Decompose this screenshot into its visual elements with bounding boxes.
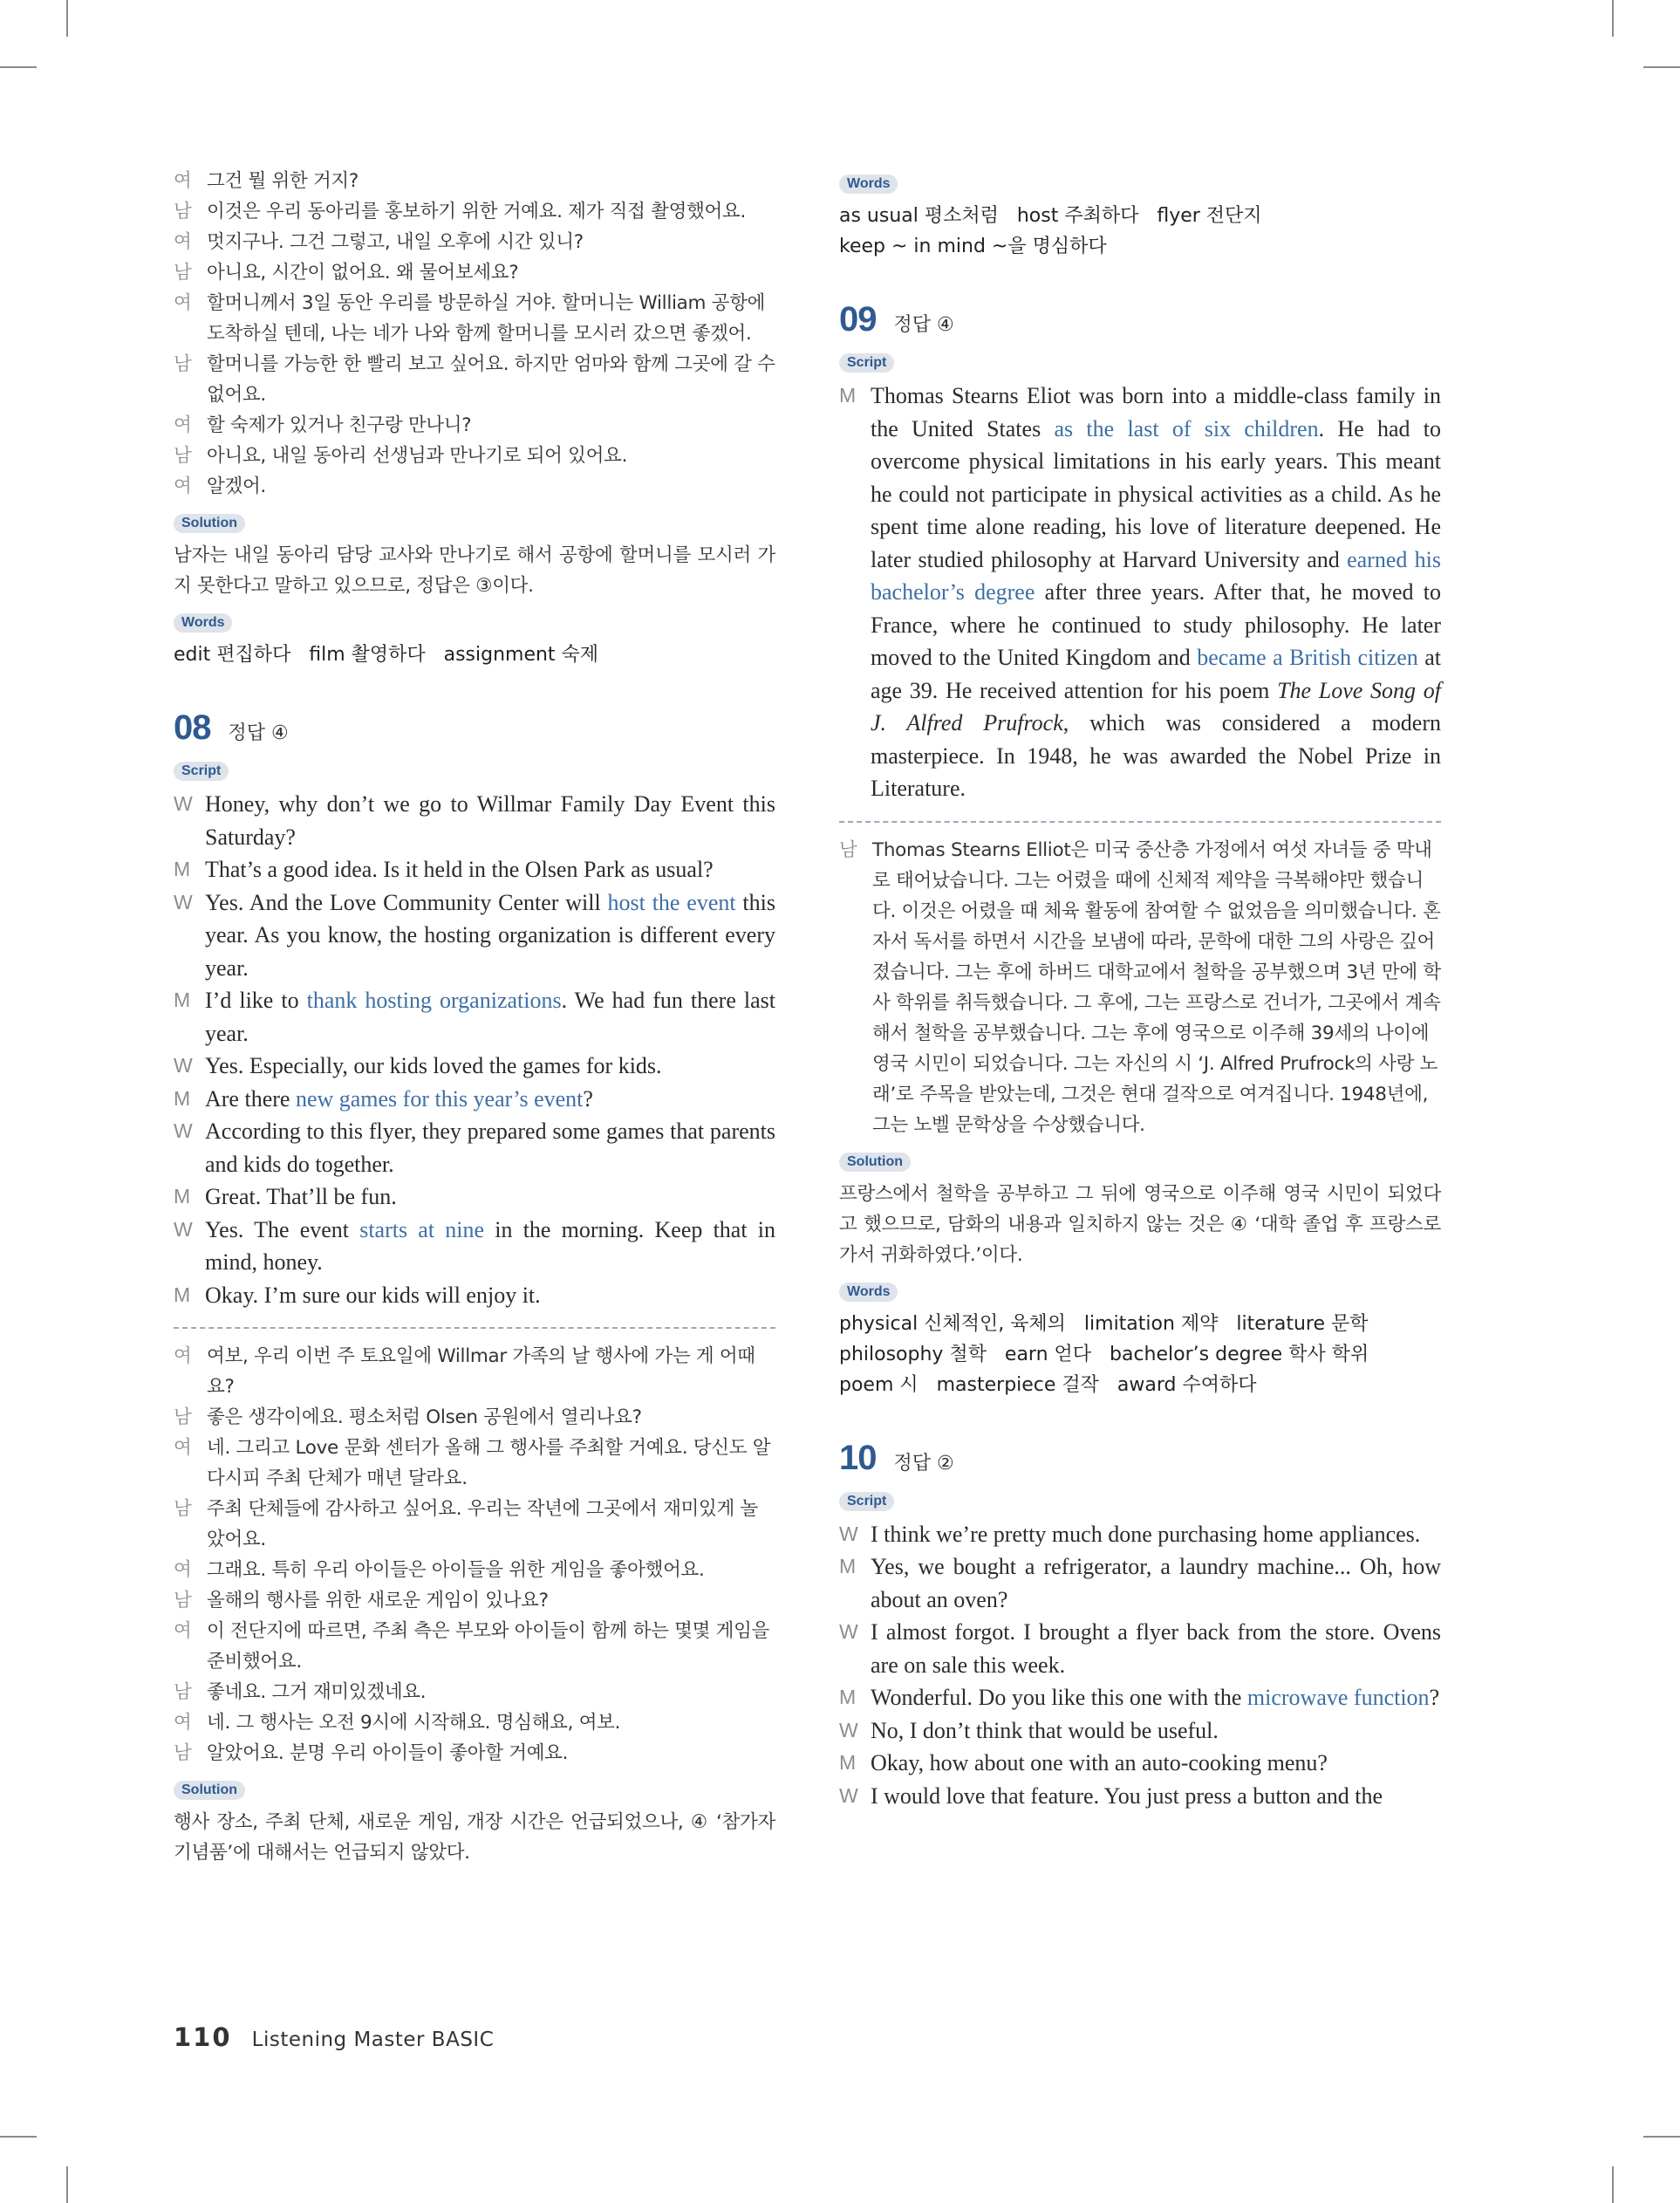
question-10-header: [839, 1439, 1441, 1478]
text-run: Okay. I’m sure our kids will enjoy it.: [205, 1282, 541, 1308]
speaker-label: M: [174, 858, 191, 880]
text-run: I’d like to: [205, 988, 307, 1013]
script-line: [174, 1115, 775, 1180]
text-run: , which was considered a modern masterpiece. In 1948, he was awarded the Nobel Prize in Literature.: [871, 710, 1441, 801]
dialog-line: [174, 441, 775, 471]
words-label: Words: [839, 1283, 898, 1302]
script-line: [174, 788, 775, 853]
line-text: 이것은 우리 동아리를 홍보하기 위한 거예요. 제가 직접 촬영했어요.: [207, 201, 747, 222]
speaker-label: W: [174, 1217, 193, 1241]
key-phrase: as the last of six children: [1054, 415, 1319, 441]
line-text: [205, 788, 775, 853]
line-text: [871, 1616, 1441, 1681]
words-label: Words: [174, 613, 232, 633]
words-08-list: [839, 201, 1441, 262]
dialog-line: [174, 410, 775, 441]
text-run: Great. That’ll be fun.: [205, 1184, 397, 1209]
key-phrase: earned his bachelor’s degree: [871, 546, 1441, 605]
line-text: 할머니를 가능한 한 빨리 보고 싶어요. 하지만 엄마와 함께 그곳에 갈 수 없어요.: [207, 353, 775, 406]
answer-label: 정답 ②: [893, 1452, 954, 1474]
page-footer: [174, 2022, 494, 2052]
text-run: Yes, we bought a refrigerator, a laundry machine... Oh, how about an oven?: [871, 1554, 1441, 1612]
text-run: Are there: [205, 1085, 296, 1112]
script-label: Script: [174, 762, 229, 781]
line-text: Thomas Stearns Elliot은 미국 중산층 가정에서 여섯 자녀들 중 막내로 태어났습니다. 그는 어렸을 때에 신체적 제약을 극복해야만 했습니다. 이것은 어렸을 때 체육 활동에 참여할 수 없었음을 의미했습니다. 혼자서 독서를 하면서 시간을 보냄에 따라, 문학에 대한 그의 사랑은 깊어졌습니다. 그는 후에 하버드 대학교에서 철학을 공부했으며 3년 만에 학사 학위를 취득했습니다. 그 후에, 그는 프랑스로 건너가, 그곳에서 계속해서 철학을 공부했습니다. 그는 후에 영국으로 이주해 39세의 나이에 영국 시민이 되었습니다. 그는 자신의 시 ‘J. Alfred Prufrock의 사랑 노래’로 주목을 받았는데, 그것은 현대 걸작으로 여겨집니다. 1948년에, 그는 노벨 문학상을 수상했습니다.: [872, 838, 1441, 1136]
script-10: [839, 1518, 1441, 1813]
speaker-label: 여: [174, 231, 192, 253]
speaker-label: W: [839, 1620, 858, 1643]
text-run: I think we’re pretty much done purchasing home appliances.: [871, 1521, 1421, 1547]
speaker-label: 남: [174, 1590, 192, 1611]
question-number: 09: [839, 300, 877, 339]
solution-label: Solution: [174, 514, 245, 533]
text-run: Yes. And the Love Community Center will: [205, 889, 608, 915]
crop-mark: [66, 2166, 68, 2203]
words-line: poem 시 masterpiece 걸작 award 수여하다: [839, 1373, 1257, 1396]
answer-label: 정답 ④: [228, 722, 289, 744]
speaker-label: M: [174, 1185, 191, 1208]
script-line: [839, 1747, 1441, 1780]
dialog-line: [174, 166, 775, 196]
text-run: I almost forgot. I brought a flyer back from the store. Ovens are on sale this week.: [871, 1619, 1441, 1678]
question-09-header: [839, 300, 1441, 339]
dialog-line: [174, 471, 775, 502]
speaker-label: 남: [174, 262, 192, 284]
text-run: That’s a good idea. Is it held in the Olsen Park as usual?: [205, 857, 714, 882]
solution-label: Solution: [839, 1153, 911, 1172]
crop-mark: [66, 0, 68, 37]
speaker-label: 남: [174, 445, 192, 467]
line-text: 알았어요. 분명 우리 아이들이 좋아할 거예요.: [207, 1742, 569, 1764]
key-phrase: host the event: [607, 889, 736, 915]
words-label: Words: [839, 174, 898, 194]
speaker-label: 남: [174, 1742, 192, 1764]
dialog-line: [174, 1585, 775, 1616]
dialog-line: [174, 1433, 775, 1494]
dialog-line: [174, 1402, 775, 1433]
solution-09-text: 프랑스에서 철학을 공부하고 그 뒤에 영국으로 이주해 영국 시민이 되었다고 했으므로, 담화의 내용과 일치하지 않는 것은 ④ ‘대학 졸업 후 프랑스로 가서 귀화하였다.’이다.: [839, 1182, 1441, 1266]
line-text: 멋지구나. 그건 그렇고, 내일 오후에 시간 있니?: [207, 231, 584, 253]
right-column: [839, 166, 1441, 1812]
script-line: [839, 1681, 1441, 1714]
dialog-line: [174, 1677, 775, 1707]
line-text: [871, 1518, 1441, 1551]
crop-mark: [1612, 2166, 1614, 2203]
line-text: [871, 380, 1441, 805]
script-line: [174, 1180, 775, 1214]
dialog-07-korean: [174, 166, 775, 502]
line-text: 그건 뭘 위한 거지?: [207, 170, 359, 192]
key-phrase: thank hosting organizations: [306, 988, 562, 1013]
dialog-line: [174, 1616, 775, 1677]
script-line: [839, 1780, 1441, 1813]
speaker-label: 여: [174, 1559, 192, 1581]
text-run: at age 39. He received attention for his poem: [871, 645, 1442, 703]
dialog-line: [174, 1707, 775, 1738]
text-run: . He had to overcome physical limitations in his early years. This meant he could not participate in physical activities as a child. As he spent time alone reading, his love of literature deepened. He later studied philosophy at Harvard University and: [871, 415, 1441, 572]
script-line: [174, 1214, 775, 1279]
script-08: [174, 788, 775, 1311]
title-italic: The Love Song of J. Alfred Prufrock: [871, 677, 1441, 735]
line-text: 할 숙제가 있거나 친구랑 만나니?: [207, 414, 472, 436]
text-run: . We had fun there last year.: [205, 988, 776, 1046]
line-text: 그래요. 특히 우리 아이들은 아이들을 위한 게임을 좋아했어요.: [207, 1559, 705, 1581]
script-line: [174, 853, 775, 886]
line-text: 좋네요. 그거 재미있겠네요.: [207, 1681, 427, 1703]
page-number: 110: [174, 2022, 232, 2052]
speaker-label: 남: [174, 1498, 192, 1520]
script-label: Script: [839, 1492, 894, 1511]
line-text: 올해의 행사를 위한 새로운 게임이 있나요?: [207, 1590, 549, 1611]
text-run: after three years. After that, he moved to France, where he continued to study philosophy. He later moved to the United Kingdom and: [871, 579, 1441, 670]
text-run: in the morning. Keep that in mind, honey.: [205, 1216, 775, 1275]
words-09-list: [839, 1309, 1441, 1400]
script-line: [174, 1050, 775, 1083]
speaker-label: M: [174, 989, 191, 1011]
speaker-label: 남: [174, 201, 192, 222]
speaker-label: 여: [174, 1437, 192, 1459]
speaker-label: M: [839, 1686, 857, 1708]
script-line: [839, 380, 1441, 805]
speaker-label: W: [174, 1054, 193, 1077]
words-line: keep ~ in mind ~을 명심하다: [839, 236, 1107, 257]
line-text: [871, 1681, 1441, 1714]
text-run: this year. As you know, the hosting organization is different every year.: [205, 889, 775, 981]
crop-mark: [0, 66, 37, 68]
line-text: [205, 1115, 775, 1180]
dialog-line: [174, 288, 775, 349]
line-text: 네. 그리고 Love 문화 센터가 올해 그 행사를 주최할 거예요. 당신도 알다시피 주최 단체가 매년 달라요.: [207, 1437, 771, 1489]
line-text: [205, 853, 775, 886]
text-run: Wonderful. Do you like this one with the: [871, 1685, 1247, 1710]
dashed-divider: [839, 821, 1441, 823]
speaker-label: 남: [174, 1681, 192, 1703]
crop-mark: [1643, 66, 1680, 68]
question-number: 10: [839, 1438, 877, 1477]
line-text: [871, 1714, 1441, 1748]
script-label: Script: [839, 353, 894, 373]
line-text: 아니요, 내일 동아리 선생님과 만나기로 되어 있어요.: [207, 445, 628, 467]
dialog-09-korean: [839, 835, 1441, 1140]
key-phrase: microwave function: [1246, 1685, 1430, 1710]
speaker-label: 남: [174, 1406, 192, 1428]
line-text: [205, 984, 775, 1050]
text-run: Yes. Especially, our kids loved the games for kids.: [205, 1053, 662, 1078]
speaker-label: 여: [174, 475, 192, 497]
line-text: [205, 1050, 775, 1083]
line-text: [205, 1214, 775, 1279]
speaker-label: M: [839, 384, 857, 407]
line-text: 이 전단지에 따르면, 주최 측은 부모와 아이들이 함께 하는 몇몇 게임을 준비했어요.: [207, 1620, 770, 1673]
line-text: [205, 1083, 775, 1116]
speaker-label: 여: [174, 170, 192, 192]
question-08-header: [174, 708, 775, 748]
answer-label: 정답 ④: [893, 314, 954, 336]
line-text: [205, 886, 775, 985]
words-line: physical 신체적인, 육체의 limitation 제약 literature 문학: [839, 1312, 1369, 1335]
line-text: 알겠어.: [207, 475, 266, 497]
dashed-divider: [174, 1327, 775, 1329]
script-line: [839, 1550, 1441, 1616]
solution-08-text: 행사 장소, 주최 단체, 새로운 게임, 개장 시간은 언급되었으나, ④ ‘참가자 기념품’에 대해서는 언급되지 않았다.: [174, 1811, 775, 1864]
line-text: 여보, 우리 이번 주 토요일에 Willmar 가족의 날 행사에 가는 게 어때요?: [207, 1345, 755, 1398]
script-line: [174, 886, 775, 985]
speaker-label: W: [174, 1119, 193, 1142]
text-run: I would love that feature. You just press a button and the: [871, 1782, 1383, 1809]
speaker-label: 여: [174, 292, 192, 314]
dialog-line: [174, 1555, 775, 1585]
script-line: [174, 1083, 775, 1116]
speaker-label: W: [839, 1522, 858, 1545]
line-text: [871, 1780, 1441, 1813]
dialog-line: [174, 1738, 775, 1769]
key-phrase: new games for this year’s event: [295, 1085, 584, 1112]
script-line: [839, 1616, 1441, 1681]
dialog-line: [839, 835, 1441, 1140]
solution-label: Solution: [174, 1781, 245, 1800]
speaker-label: W: [839, 1783, 858, 1807]
line-text: [871, 1747, 1441, 1780]
left-column: [174, 166, 775, 1868]
book-title: Listening Master BASIC: [251, 2029, 495, 2051]
speaker-label: M: [174, 1283, 191, 1306]
line-text: 네. 그 행사는 오전 9시에 시작해요. 명심해요, 여보.: [207, 1712, 621, 1734]
dialog-line: [174, 1494, 775, 1555]
speaker-label: W: [174, 792, 193, 815]
question-number: 08: [174, 708, 211, 747]
solution-07-text: 남자는 내일 동아리 담당 교사와 만나기로 해서 공항에 할머니를 모시러 가지 못한다고 말하고 있으므로, 정답은 ③이다.: [174, 544, 775, 597]
text-run: According to this flyer, they prepared some games that parents and kids do together.: [205, 1119, 775, 1177]
line-text: [205, 1180, 775, 1214]
text-run: Okay, how about one with an auto-cooking menu?: [871, 1750, 1328, 1775]
text-run: Honey, why don’t we go to Willmar Family Day Event this Saturday?: [205, 791, 775, 850]
line-text: 주최 단체들에 감사하고 싶어요. 우리는 작년에 그곳에서 재미있게 놀았어요.: [207, 1498, 758, 1550]
speaker-label: 여: [174, 1345, 192, 1367]
speaker-label: M: [839, 1555, 857, 1577]
speaker-label: 여: [174, 1712, 192, 1734]
line-text: 아니요, 시간이 없어요. 왜 물어보세요?: [207, 262, 519, 284]
speaker-label: M: [839, 1751, 857, 1774]
text-run: ?: [1429, 1685, 1440, 1710]
script-line: [839, 1714, 1441, 1748]
dialog-line: [174, 349, 775, 410]
words-07-list: edit 편집하다 film 촬영하다 assignment 숙제: [174, 644, 599, 666]
speaker-label: 남: [174, 353, 192, 375]
crop-mark: [1612, 0, 1614, 37]
speaker-label: 여: [174, 1620, 192, 1642]
crop-mark: [0, 2136, 37, 2138]
speaker-label: W: [839, 1718, 858, 1741]
speaker-label: M: [174, 1086, 191, 1110]
script-line: [174, 1279, 775, 1312]
script-09: [839, 380, 1441, 805]
line-text: [205, 1279, 775, 1312]
dialog-line: [174, 196, 775, 227]
line-text: 할머니께서 3일 동안 우리를 방문하실 거야. 할머니는 William 공항에 도착하실 텐데, 나는 네가 나와 함께 할머니를 모시러 갔으면 좋겠어.: [207, 292, 766, 345]
key-phrase: became a British citizen: [1197, 645, 1418, 670]
dialog-line: [174, 1341, 775, 1402]
key-phrase: starts at nine: [359, 1216, 485, 1242]
dialog-08-korean: [174, 1341, 775, 1769]
text-run: Yes. The event: [205, 1216, 360, 1242]
text-run: Thomas Stearns Eliot was born into a middle-class family in the United States: [871, 383, 1441, 441]
words-line: as usual 평소처럼 host 주최하다 flyer 전단지: [839, 205, 1262, 227]
text-run: No, I don’t think that would be useful.: [871, 1717, 1219, 1743]
dialog-line: [174, 227, 775, 257]
line-text: 좋은 생각이에요. 평소처럼 Olsen 공원에서 열리나요?: [207, 1406, 642, 1428]
line-text: [871, 1550, 1441, 1616]
script-line: [839, 1518, 1441, 1551]
words-line: philosophy 철학 earn 얻다 bachelor’s degree 학사 학위: [839, 1343, 1369, 1365]
speaker-label: W: [174, 890, 193, 913]
script-line: [174, 984, 775, 1050]
speaker-label: 남: [839, 838, 857, 861]
crop-mark: [1643, 2136, 1680, 2138]
text-run: ?: [583, 1085, 593, 1112]
dialog-line: [174, 257, 775, 288]
speaker-label: 여: [174, 414, 192, 436]
